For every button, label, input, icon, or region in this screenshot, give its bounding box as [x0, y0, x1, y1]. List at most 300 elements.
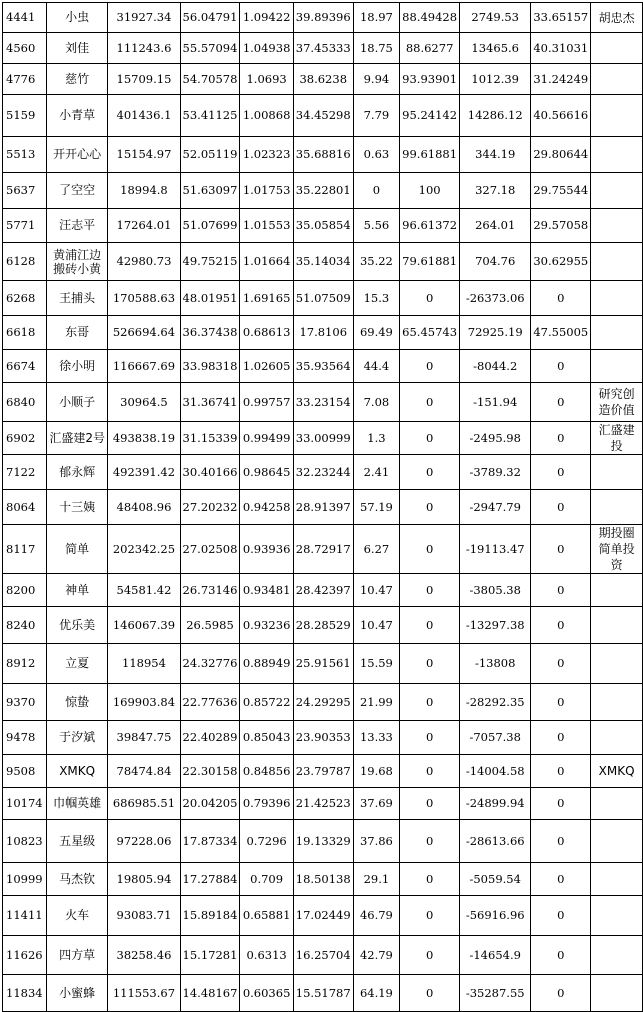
value-cell-3: 48408.96: [108, 490, 180, 525]
value-cell-4: 22.30158: [180, 755, 240, 788]
value-cell-4: 22.77636: [180, 684, 240, 721]
value-cell-6: 35.93564: [293, 350, 353, 383]
note-cell: [591, 455, 643, 490]
value-cell-6: 35.05854: [293, 209, 353, 243]
value-cell-6: 28.28529: [293, 607, 353, 644]
value-cell-5: 0.7296: [240, 820, 293, 863]
user-id-cell: 9508: [3, 755, 47, 788]
note-cell: [591, 350, 643, 383]
value-cell-4: 17.87334: [180, 820, 240, 863]
value-cell-4: 31.15339: [180, 422, 240, 455]
value-cell-5: 0.79396: [240, 788, 293, 820]
value-cell-6: 37.45333: [293, 33, 353, 64]
value-cell-8: 79.61881: [400, 243, 460, 281]
note-cell: 研究创造价值: [591, 383, 643, 422]
value-cell-7: 7.08: [353, 383, 399, 422]
table-row: [3, 455, 643, 490]
value-cell-7: 37.69: [353, 788, 399, 820]
value-cell-4: 48.01951: [180, 281, 240, 316]
value-cell-6: 34.45298: [293, 95, 353, 137]
user-name-cell: 刘佳: [46, 33, 107, 64]
value-cell-6: 23.79787: [293, 755, 353, 788]
user-name-cell: 马杰钦: [46, 863, 107, 896]
note-cell: [591, 721, 643, 755]
value-cell-7: 10.47: [353, 574, 399, 607]
value-cell-9: -3805.38: [460, 574, 531, 607]
value-cell-10: 30.62955: [531, 243, 591, 281]
value-cell-8: 0: [400, 490, 460, 525]
note-cell: [591, 936, 643, 975]
value-cell-4: 27.02508: [180, 525, 240, 574]
value-cell-5: 0.88949: [240, 644, 293, 684]
table-row: [3, 281, 643, 316]
note-cell: [591, 243, 643, 281]
user-id-cell: 7122: [3, 455, 47, 490]
user-name-cell: 惊蛰: [46, 684, 107, 721]
value-cell-7: 19.68: [353, 755, 399, 788]
user-id-cell: 6674: [3, 350, 47, 383]
table-row: [3, 316, 643, 350]
user-name-cell: 小虫: [46, 3, 107, 33]
user-name-cell: 小青草: [46, 95, 107, 137]
table-row: [3, 3, 643, 33]
value-cell-9: 344.19: [460, 137, 531, 173]
value-cell-3: 202342.25: [108, 525, 180, 574]
value-cell-7: 64.19: [353, 975, 399, 1012]
user-name-cell: 十三姨: [46, 490, 107, 525]
value-cell-5: 0.93936: [240, 525, 293, 574]
value-cell-4: 22.40289: [180, 721, 240, 755]
value-cell-5: 1.01753: [240, 173, 293, 209]
value-cell-4: 24.32776: [180, 644, 240, 684]
value-cell-3: 93083.71: [108, 896, 180, 936]
value-cell-9: -2947.79: [460, 490, 531, 525]
value-cell-10: 0: [531, 490, 591, 525]
user-name-cell: 慈竹: [46, 64, 107, 95]
value-cell-10: 33.65157: [531, 3, 591, 33]
value-cell-8: 0: [400, 644, 460, 684]
value-cell-10: 0: [531, 936, 591, 975]
user-name-cell: 王捕头: [46, 281, 107, 316]
value-cell-7: 15.59: [353, 644, 399, 684]
user-id-cell: 11411: [3, 896, 47, 936]
value-cell-7: 35.22: [353, 243, 399, 281]
note-cell: [591, 137, 643, 173]
value-cell-6: 38.6238: [293, 64, 353, 95]
table-row: [3, 721, 643, 755]
value-cell-8: 0: [400, 281, 460, 316]
value-cell-9: 1012.39: [460, 64, 531, 95]
user-name-cell: 四方草: [46, 936, 107, 975]
user-id-cell: 8117: [3, 525, 47, 574]
value-cell-8: 0: [400, 788, 460, 820]
value-cell-10: 0: [531, 684, 591, 721]
value-cell-8: 93.93901: [400, 64, 460, 95]
value-cell-5: 1.01664: [240, 243, 293, 281]
table-row: [3, 863, 643, 896]
value-cell-4: 20.04205: [180, 788, 240, 820]
value-cell-10: 0: [531, 820, 591, 863]
value-cell-8: 0: [400, 684, 460, 721]
user-name-cell: 火车: [46, 896, 107, 936]
value-cell-8: 65.45743: [400, 316, 460, 350]
user-id-cell: 9370: [3, 684, 47, 721]
value-cell-7: 9.94: [353, 64, 399, 95]
value-cell-5: 1.01553: [240, 209, 293, 243]
user-id-cell: 6128: [3, 243, 47, 281]
value-cell-9: 264.01: [460, 209, 531, 243]
value-cell-3: 42980.73: [108, 243, 180, 281]
value-cell-4: 26.73146: [180, 574, 240, 607]
value-cell-8: 96.61372: [400, 209, 460, 243]
table-row: [3, 936, 643, 975]
value-cell-5: 0.98645: [240, 455, 293, 490]
value-cell-10: 0: [531, 574, 591, 607]
user-name-cell: 了空空: [46, 173, 107, 209]
value-cell-6: 21.42523: [293, 788, 353, 820]
table-row: [3, 820, 643, 863]
value-cell-4: 51.63097: [180, 173, 240, 209]
value-cell-9: -28613.66: [460, 820, 531, 863]
value-cell-10: 0: [531, 350, 591, 383]
value-cell-6: 25.91561: [293, 644, 353, 684]
value-cell-5: 0.99757: [240, 383, 293, 422]
value-cell-9: -24899.94: [460, 788, 531, 820]
value-cell-5: 0.93236: [240, 607, 293, 644]
value-cell-7: 0.63: [353, 137, 399, 173]
table-row: [3, 243, 643, 281]
value-cell-5: 0.99499: [240, 422, 293, 455]
ranking-table: [2, 2, 643, 1012]
value-cell-10: 31.24249: [531, 64, 591, 95]
value-cell-9: 72925.19: [460, 316, 531, 350]
user-id-cell: 11626: [3, 936, 47, 975]
value-cell-9: 14286.12: [460, 95, 531, 137]
value-cell-7: 0: [353, 173, 399, 209]
value-cell-8: 0: [400, 455, 460, 490]
value-cell-9: -7057.38: [460, 721, 531, 755]
value-cell-4: 53.41125: [180, 95, 240, 137]
value-cell-10: 0: [531, 281, 591, 316]
value-cell-5: 0.85043: [240, 721, 293, 755]
value-cell-8: 0: [400, 383, 460, 422]
table-row: [3, 422, 643, 455]
value-cell-3: 18994.8: [108, 173, 180, 209]
value-cell-3: 116667.69: [108, 350, 180, 383]
value-cell-3: 493838.19: [108, 422, 180, 455]
note-cell: [591, 896, 643, 936]
value-cell-3: 492391.42: [108, 455, 180, 490]
value-cell-8: 88.49428: [400, 3, 460, 33]
value-cell-5: 0.6313: [240, 936, 293, 975]
user-name-cell: 立夏: [46, 644, 107, 684]
note-cell: 期投圈简单投资: [591, 525, 643, 574]
value-cell-10: 0: [531, 863, 591, 896]
table-row: [3, 95, 643, 137]
value-cell-6: 28.91397: [293, 490, 353, 525]
value-cell-3: 31927.34: [108, 3, 180, 33]
note-cell: [591, 574, 643, 607]
user-id-cell: 8064: [3, 490, 47, 525]
table-row: [3, 644, 643, 684]
value-cell-8: 95.24142: [400, 95, 460, 137]
value-cell-10: 0: [531, 607, 591, 644]
value-cell-3: 170588.63: [108, 281, 180, 316]
table-row: [3, 684, 643, 721]
value-cell-5: 1.04938: [240, 33, 293, 64]
user-id-cell: 10823: [3, 820, 47, 863]
value-cell-3: 111553.67: [108, 975, 180, 1012]
value-cell-9: 2749.53: [460, 3, 531, 33]
user-id-cell: 9478: [3, 721, 47, 755]
value-cell-8: 0: [400, 755, 460, 788]
value-cell-4: 31.36741: [180, 383, 240, 422]
value-cell-10: 29.75544: [531, 173, 591, 209]
value-cell-7: 2.41: [353, 455, 399, 490]
value-cell-10: 0: [531, 383, 591, 422]
value-cell-4: 51.07699: [180, 209, 240, 243]
user-id-cell: 11834: [3, 975, 47, 1012]
table-row: [3, 64, 643, 95]
value-cell-8: 0: [400, 896, 460, 936]
value-cell-3: 39847.75: [108, 721, 180, 755]
value-cell-8: 88.6277: [400, 33, 460, 64]
value-cell-4: 49.75215: [180, 243, 240, 281]
note-cell: [591, 316, 643, 350]
table-row: [3, 574, 643, 607]
value-cell-5: 1.09422: [240, 3, 293, 33]
value-cell-7: 5.56: [353, 209, 399, 243]
value-cell-5: 0.65881: [240, 896, 293, 936]
table-row: [3, 788, 643, 820]
value-cell-10: 40.56616: [531, 95, 591, 137]
value-cell-8: 0: [400, 574, 460, 607]
value-cell-3: 78474.84: [108, 755, 180, 788]
value-cell-7: 10.47: [353, 607, 399, 644]
value-cell-3: 17264.01: [108, 209, 180, 243]
note-cell: [591, 95, 643, 137]
value-cell-6: 33.23154: [293, 383, 353, 422]
user-id-cell: 5637: [3, 173, 47, 209]
value-cell-4: 33.98318: [180, 350, 240, 383]
user-id-cell: 10999: [3, 863, 47, 896]
value-cell-9: 13465.6: [460, 33, 531, 64]
value-cell-6: 51.07509: [293, 281, 353, 316]
value-cell-3: 146067.39: [108, 607, 180, 644]
value-cell-10: 0: [531, 422, 591, 455]
value-cell-10: 40.31031: [531, 33, 591, 64]
value-cell-4: 14.48167: [180, 975, 240, 1012]
value-cell-6: 16.25704: [293, 936, 353, 975]
value-cell-9: -26373.06: [460, 281, 531, 316]
value-cell-7: 1.3: [353, 422, 399, 455]
user-name-cell: 开开心心: [46, 137, 107, 173]
value-cell-10: 29.57058: [531, 209, 591, 243]
table-row: [3, 975, 643, 1012]
value-cell-5: 1.69165: [240, 281, 293, 316]
value-cell-5: 0.60365: [240, 975, 293, 1012]
value-cell-3: 169903.84: [108, 684, 180, 721]
value-cell-5: 1.02323: [240, 137, 293, 173]
user-id-cell: 4560: [3, 33, 47, 64]
value-cell-7: 18.97: [353, 3, 399, 33]
value-cell-5: 0.709: [240, 863, 293, 896]
value-cell-4: 52.05119: [180, 137, 240, 173]
value-cell-3: 97228.06: [108, 820, 180, 863]
value-cell-7: 37.86: [353, 820, 399, 863]
value-cell-8: 0: [400, 721, 460, 755]
value-cell-3: 19805.94: [108, 863, 180, 896]
value-cell-9: 327.18: [460, 173, 531, 209]
value-cell-7: 44.4: [353, 350, 399, 383]
user-name-cell: 巾帼英雄: [46, 788, 107, 820]
table-row: [3, 33, 643, 64]
table-row: [3, 173, 643, 209]
user-name-cell: 于汐斌: [46, 721, 107, 755]
note-cell: [591, 281, 643, 316]
value-cell-7: 18.75: [353, 33, 399, 64]
user-id-cell: 4776: [3, 64, 47, 95]
value-cell-8: 0: [400, 350, 460, 383]
table-row: [3, 607, 643, 644]
value-cell-5: 0.68613: [240, 316, 293, 350]
note-cell: [591, 607, 643, 644]
value-cell-7: 29.1: [353, 863, 399, 896]
value-cell-3: 15709.15: [108, 64, 180, 95]
user-id-cell: 4441: [3, 3, 47, 33]
value-cell-7: 6.27: [353, 525, 399, 574]
value-cell-8: 0: [400, 525, 460, 574]
value-cell-6: 17.02449: [293, 896, 353, 936]
value-cell-9: -13297.38: [460, 607, 531, 644]
value-cell-4: 15.17281: [180, 936, 240, 975]
value-cell-10: 0: [531, 455, 591, 490]
value-cell-10: 0: [531, 525, 591, 574]
user-name-cell: XMKQ: [46, 755, 107, 788]
value-cell-6: 35.22801: [293, 173, 353, 209]
value-cell-6: 15.51787: [293, 975, 353, 1012]
value-cell-4: 56.04791: [180, 3, 240, 33]
value-cell-3: 30964.5: [108, 383, 180, 422]
value-cell-9: -35287.55: [460, 975, 531, 1012]
value-cell-8: 0: [400, 607, 460, 644]
value-cell-8: 0: [400, 863, 460, 896]
user-name-cell: 汪志平: [46, 209, 107, 243]
user-id-cell: 6902: [3, 422, 47, 455]
value-cell-4: 55.57094: [180, 33, 240, 64]
value-cell-10: 0: [531, 721, 591, 755]
value-cell-9: -14004.58: [460, 755, 531, 788]
value-cell-4: 15.89184: [180, 896, 240, 936]
user-name-cell: 五星级: [46, 820, 107, 863]
user-id-cell: 5159: [3, 95, 47, 137]
user-name-cell: 黄浦江边搬砖小黄: [46, 243, 107, 281]
value-cell-9: -13808: [460, 644, 531, 684]
note-cell: [591, 975, 643, 1012]
table-row: [3, 525, 643, 574]
value-cell-3: 686985.51: [108, 788, 180, 820]
table-row: [3, 209, 643, 243]
user-id-cell: 8200: [3, 574, 47, 607]
value-cell-10: 47.55005: [531, 316, 591, 350]
user-id-cell: 6840: [3, 383, 47, 422]
value-cell-8: 100: [400, 173, 460, 209]
value-cell-10: 0: [531, 975, 591, 1012]
user-id-cell: 8912: [3, 644, 47, 684]
note-cell: [591, 33, 643, 64]
value-cell-4: 17.27884: [180, 863, 240, 896]
value-cell-6: 35.14034: [293, 243, 353, 281]
user-id-cell: 6268: [3, 281, 47, 316]
value-cell-3: 401436.1: [108, 95, 180, 137]
value-cell-8: 99.61881: [400, 137, 460, 173]
value-cell-7: 69.49: [353, 316, 399, 350]
note-cell: [591, 788, 643, 820]
value-cell-6: 35.68816: [293, 137, 353, 173]
value-cell-9: -2495.98: [460, 422, 531, 455]
user-id-cell: 5513: [3, 137, 47, 173]
value-cell-6: 28.42397: [293, 574, 353, 607]
value-cell-9: 704.76: [460, 243, 531, 281]
value-cell-7: 42.79: [353, 936, 399, 975]
value-cell-8: 0: [400, 820, 460, 863]
value-cell-4: 26.5985: [180, 607, 240, 644]
value-cell-9: -19113.47: [460, 525, 531, 574]
value-cell-9: -14654.9: [460, 936, 531, 975]
note-cell: [591, 490, 643, 525]
value-cell-10: 0: [531, 644, 591, 684]
user-name-cell: 小蜜蜂: [46, 975, 107, 1012]
user-id-cell: 5771: [3, 209, 47, 243]
note-cell: 胡忠杰: [591, 3, 643, 33]
value-cell-5: 0.94258: [240, 490, 293, 525]
user-name-cell: 东哥: [46, 316, 107, 350]
note-cell: XMKQ: [591, 755, 643, 788]
table-row: [3, 896, 643, 936]
value-cell-4: 54.70578: [180, 64, 240, 95]
value-cell-3: 54581.42: [108, 574, 180, 607]
value-cell-4: 30.40166: [180, 455, 240, 490]
value-cell-3: 111243.6: [108, 33, 180, 64]
value-cell-7: 21.99: [353, 684, 399, 721]
table-row: [3, 383, 643, 422]
value-cell-6: 39.89396: [293, 3, 353, 33]
value-cell-9: -151.94: [460, 383, 531, 422]
table-row: [3, 350, 643, 383]
value-cell-7: 57.19: [353, 490, 399, 525]
note-cell: 汇盛建投: [591, 422, 643, 455]
value-cell-8: 0: [400, 975, 460, 1012]
value-cell-7: 13.33: [353, 721, 399, 755]
value-cell-8: 0: [400, 422, 460, 455]
value-cell-4: 36.37438: [180, 316, 240, 350]
user-name-cell: 徐小明: [46, 350, 107, 383]
note-cell: [591, 684, 643, 721]
value-cell-3: 38258.46: [108, 936, 180, 975]
value-cell-3: 526694.64: [108, 316, 180, 350]
user-name-cell: 汇盛建2号: [46, 422, 107, 455]
value-cell-3: 118954: [108, 644, 180, 684]
user-id-cell: 8240: [3, 607, 47, 644]
value-cell-10: 0: [531, 896, 591, 936]
value-cell-6: 17.8106: [293, 316, 353, 350]
value-cell-9: -3789.32: [460, 455, 531, 490]
note-cell: [591, 644, 643, 684]
value-cell-10: 29.80644: [531, 137, 591, 173]
value-cell-5: 0.85722: [240, 684, 293, 721]
value-cell-5: 1.02605: [240, 350, 293, 383]
value-cell-6: 24.29295: [293, 684, 353, 721]
